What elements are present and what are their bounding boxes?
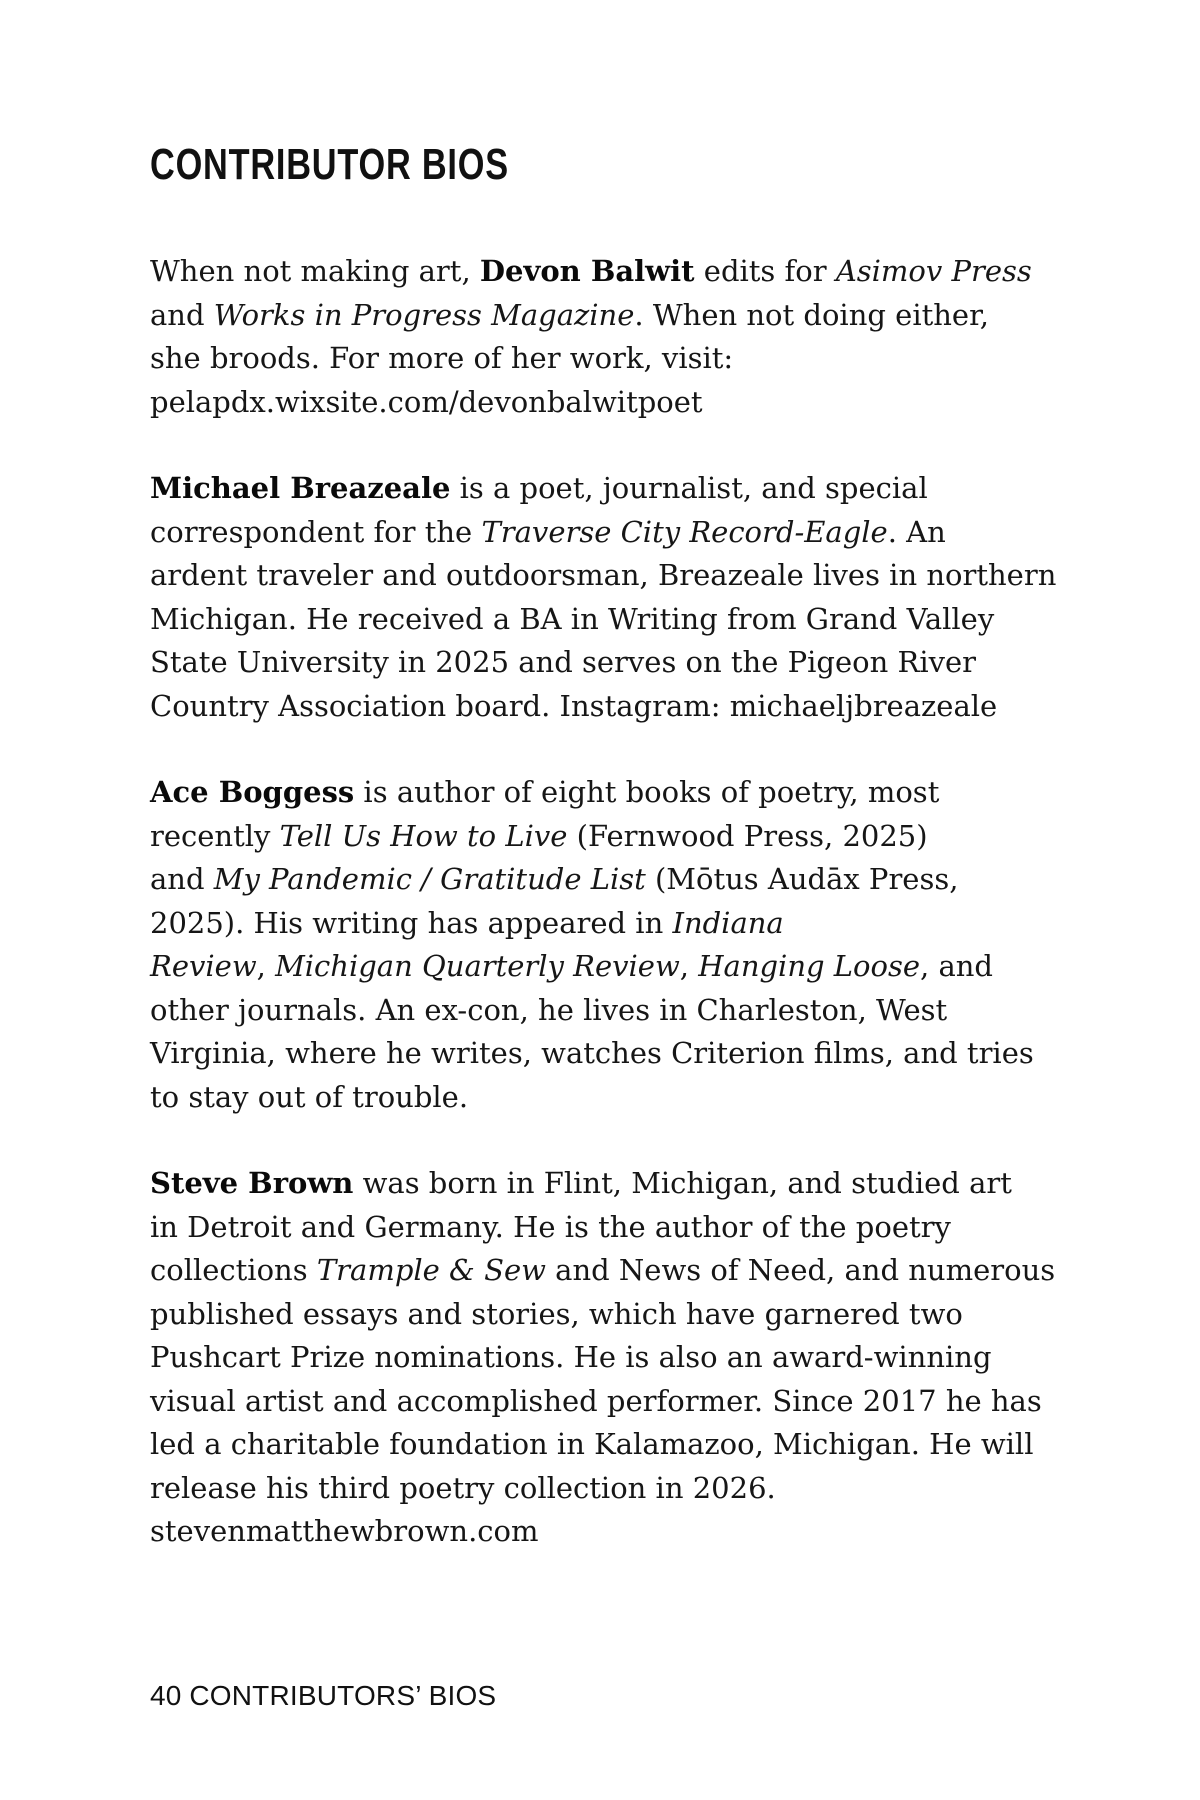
bio-text: was born in Flint, Michigan, and studied art [353,1166,1012,1200]
bio-text: (Mōtus Audāx Press, [645,862,959,896]
bio-line: in Detroit and Germany. He is the author of the poetry [150,1209,951,1244]
bio-text: is a poet, journalist, and special [450,471,928,505]
bio-line: release his third poetry collection in 2026. [150,1470,776,1505]
contributor-name: Devon Balwit [479,254,695,288]
bio-line: ardent traveler and outdoorsman, Breazeale lives in northern [150,558,1057,592]
book-title: Tell Us How to Live [279,818,568,853]
bio-line: other journals. An ex-con, he lives in Charleston, West [150,992,948,1027]
bio-line [150,1249,1080,1293]
running-section-title: CONTRIBUTORS’ BIOS [189,1680,497,1711]
bio-text: and [150,862,214,896]
bio-steve-brown [150,1162,1080,1554]
bio-text: . When not doing either, [634,297,989,332]
page-title: CONTRIBUTOR BIOS [150,140,509,189]
bio-line [150,771,1080,815]
bio-line [150,467,1080,511]
bio-line [150,294,1080,338]
bio-text: and [150,297,214,332]
bio-text: collections [150,1253,317,1287]
bios-list [150,250,1080,1597]
bio-line [150,1162,1080,1206]
bio-text: (Fernwood Press, 2025) [567,818,928,853]
bio-line [150,250,1080,294]
bio-line [150,902,1080,946]
bio-line [150,815,1080,859]
bio-michael-breazeale [150,467,1080,728]
bio-text: recently [150,818,280,853]
website-url: stevenmatthewbrown.com [150,1514,539,1548]
book-title: My Pandemic / Gratitude List [213,862,646,896]
publication-title: Indiana [672,905,784,940]
bio-text: edits for [694,254,836,288]
contributor-name: Ace Boggess [150,775,355,809]
publication-title: Hanging Loose [698,949,921,983]
bio-text: 2025). His writing has appeared in [150,905,673,940]
bio-line: visual artist and accomplished performer. Since 2017 he has [150,1383,1042,1418]
bio-line: to stay out of trouble. [150,1079,469,1114]
bio-ace-boggess [150,771,1080,1119]
bio-text: . An [887,514,946,549]
publication-title: Traverse City Record-Eagle [481,514,888,549]
bio-text: , [256,949,276,983]
website-url: pelapdx.wixsite.com/devonbalwitpoet [150,384,703,419]
bio-text: correspondent for the [150,514,482,549]
bio-text: , [679,949,699,983]
publication-title: Asimov Press [835,254,1032,288]
bio-text: is author of eight books of poetry, most [354,775,940,809]
bio-line: Virginia, where he writes, watches Criterion films, and tries [150,1036,1034,1070]
bio-line: published essays and stories, which have garnered two [150,1296,963,1331]
bio-line: Michigan. He received a BA in Writing from Grand Valley [150,601,995,636]
bio-text: When not making art, [150,254,480,288]
bio-line [150,511,1080,555]
bio-line: Country Association board. Instagram: michaeljbreazeale [150,688,998,723]
contributor-name: Michael Breazeale [150,471,451,505]
bio-devon-balwit [150,250,1080,424]
bio-line: State University in 2025 and serves on the Pigeon River [150,645,977,679]
bio-line: led a charitable foundation in Kalamazoo, Michigan. He will [150,1427,1034,1461]
contributor-name: Steve Brown [150,1166,354,1200]
publication-title: Michigan Quarterly Review [275,949,680,983]
bio-line: Pushcart Prize nominations. He is also an award-winning [150,1340,992,1374]
page-footer [150,1680,496,1712]
page-number: 40 [150,1680,182,1711]
bio-text: and News of Need, and numerous [545,1253,1056,1287]
publication-title: Review [150,949,257,983]
bio-text: , and [920,949,993,983]
bio-line [150,945,1080,989]
bio-line: she broods. For more of her work, visit: [150,341,734,375]
publication-title: Works in Progress Magazine [213,297,635,332]
book-title: Trample & Sew [316,1253,546,1287]
bio-line [150,858,1080,902]
